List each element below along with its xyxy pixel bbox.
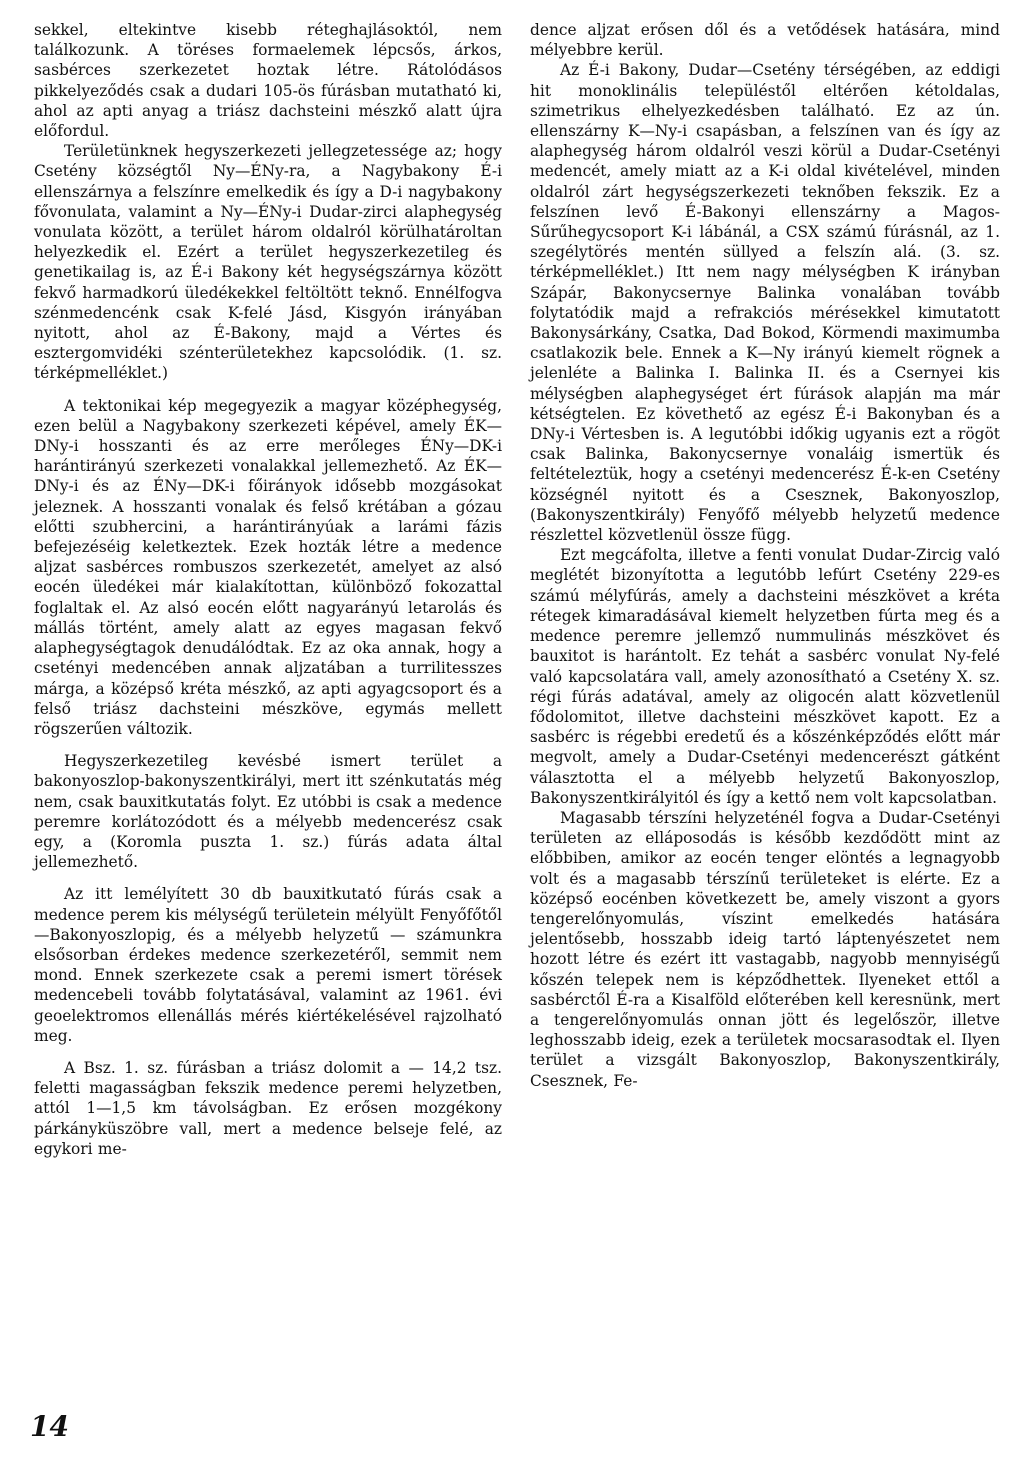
paragraph: Ezt megcáfolta, illetve a fenti vonulat Dudar-Zircig való meglétét bizonyította a legutóbb lefúrt Csetény 229-es számú mélyfúrás, amely a dachsteini mészkövet a kréta rétegek kimaradásával kiemelt helyzetben fúrta meg és a medence peremre jellemző nummulinás mészkövet és bauxitot is harántolt. Ez tehát a sasbérc vonulat Ny-felé való kapcsolatára vall, amely azonosítható a Csetény X. sz. régi fúrás adatával, amely az oligocén alatt közvetlenül fődolomitot, illetve dachsteini mészkövet kapott. Ez a sasbérc is régebbi eredetű és a kőszénképződés előtt már megvolt, amely a Dudar-Csetényi medencerészt gátként választotta el a mélyebb helyzetű Bakonyoszlop, Bakonyszentkirályitól és így a kettő nem volt kapcsolatban. — [530, 546, 1000, 807]
paragraph: Az É-i Bakony, Dudar—Csetény térségében, az eddigi hit monoklinális településtől eltérően kétoldalas, szimetrikus elhelyezkedésben található. Ez az ún. ellenszárny K—Ny-i csapásban, a felszínen van és így az alaphegység három oldalról veszi körül a Dudar-Csetényi medencét, amely miatt az a K-i oldal kivételével, minden oldalról zárt hegységszerkezeti teknőben fekszik. Ez a felszínen levő É-Bakonyi ellenszárny a Magos-Sűrűhegycsoport K-i lábánál, a CSX számú fúrásnál, az 1. szegélytörés mentén süllyed a felszín alá. (3. sz. térképmelléklet.) Itt nem nagy mélységben K irányban Szápár, Bakonycsernye Balinka vonalában tovább folytatódik majd a refrakciós mérésekkel kimutatott Bakonysárkány, Csatka, Dad Bokod, Körmendi maximumba csatlakozik bele. Ennek a K—Ny irányú kiemelt rögnek a jelenléte a Balinka I. Balinka II. és a Csernyei kis mélységben alaphegységet ért fúrások alapján ma már kétségtelen. Ez követhető az egész É-i Bakonyban és a DNy-i Vértesben is. A legutóbbi időkig ugyanis ezt a rögöt csak Balinka, Bakonycsernye vonaláig ismertük és feltételeztük, hogy a csetényi medencerész É-k-en Csetény községnél nyitott és a Csesznek, Bakonyoszlop, (Bakonyszentkirály) Fenyőfő mélyebb helyzetű medence részlettel közvetlenül össze függ. — [530, 61, 1000, 545]
paragraph: A Bsz. 1. sz. fúrásban a triász dolomit a — 14,2 tsz. feletti magasságban fekszik medence peremi helyzetben, attól 1—1,5 km távolságban. Ez erősen mozgékony párkányküszöbre vall, mert a medence belseje felé, az egykori me- — [34, 1058, 502, 1158]
paragraph: Területünknek hegyszerkezeti jellegzetessége az; hogy Csetény községtől Ny—ÉNy-ra, a Nagybakony É-i ellenszárnya a felszínre emelkedik és így a D-i nagybakony fővonulata, valamint a Ny—ÉNy-i Dudar-zirci alaphegység vonulata között, a terület három oldalról körülhatároltan helyezkedik el. Ezért a terület hegyszerkezetileg és genetikailag is, az É-i Bakony két hegységszárnya között fekvő harmadkorú üledékekkel feltöltött teknő. Ennélfogva szénmedencénk csak K-felé Jásd, Kisgyón irányában nyitott, ahol az É-Bakony, majd a Vértes és esztergomvidéki szénterületekhez kapcsolódik. (1. sz. térképmelléklet.) — [34, 142, 502, 383]
right-text-column — [530, 20, 1000, 1091]
paragraph: Magasabb térszíni helyzeténél fogva a Dudar-Csetényi területen az elláposodás is később kezdődött mint az előbbiben, amikor az eocén tenger elöntés a legnagyobb volt és a magasabb térszínű területeket is elérte. Ez a középső eocénben következett be, amely viszont a gyors tengerelőnyomulás, víszint emelkedés hatására jelentősebb, hosszabb ideig tartó láptenyészetet nem hozott létre és ezért itt vastagabb, nagyobb mennyiségű kőszén telepek nem is képződhettek. Ilyeneket ettől a sasbérctől É-ra a Kisalföld előterében kell keresnünk, mert a tengerelőnyomulás onnan jött és legelőször, illetve leghosszabb ideig, ezek a területek mocsarasodtak el. Ilyen terület a vizsgált Bakonyoszlop, Bakonyszentkirály, Csesznek, Fe- — [530, 808, 1000, 1090]
paragraph: dence aljzat erősen dől és a vetődések hatására, mind mélyebbre kerül. — [530, 21, 1000, 60]
left-text-column — [34, 20, 502, 1159]
paragraph: sekkel, eltekintve kisebb réteghajlásoktól, nem találkozunk. A töréses formaelemek lépcsős, árkos, sasbérces szerkezetet hoztak létre. Rátolódásos pikkelyeződés csak a dudari 105-ös fúrásban mutatható ki, ahol az apti anyag a triász dachsteini mészkő alatt újra előfordul. — [34, 21, 502, 141]
page-number: 14 — [30, 1410, 69, 1443]
paragraph: Hegyszerkezetileg kevésbé ismert terület a bakonyoszlop-bakonyszentkirályi, mert itt szénkutatás még nem, csak bauxitkutatás folyt. Ez utóbbi is csak a medence peremre korlátozódott és a mélyebb medencerész csak egy, a (Koromla puszta 1. sz.) fúrás adata által jellemezhető. — [34, 752, 502, 872]
paragraph: Az itt lemélyített 30 db bauxitkutató fúrás csak a medence perem kis mélységű területein mélyült Fenyőfőtől—Bakonyoszlopig, és a mélyebb helyzetű — számunkra elsősorban érdekes medence szerkezetéről, semmit nem mond. Ennek szerkezete csak a peremi ismert törések medencebeli tovább folytatásával, valamint az 1961. évi geoelektromos ellenállás mérés kiértékelésével rajzolható meg. — [34, 885, 502, 1045]
paragraph: A tektonikai kép megegyezik a magyar középhegység, ezen belül a Nagybakony szerkezeti képével, amely ÉK—DNy-i hosszanti és az erre merőleges ÉNy—DK-i harántirányú szerkezeti vonalakkal jellemezhető. Az ÉK—DNy-i és az ÉNy—DK-i főirányok idősebb mozgásokat jeleznek. A hosszanti vonalak és felső krétában a gózau előtti szubhercini, a harántirányúak a larámi fázis befejezéséig keletkeztek. Ezek hozták létre a medence aljzat sasbérces rombuszos szerkezetét, amelyet az alsó eocén üledékei már kialakítottan, különböző fokozattal foglaltak el. Az alsó eocén előtt nagyarányú letarolás és mállás történt, amely alatt az egyes magasan fekvő alaphegységtagok denudálódtak. Ez az oka annak, hogy a csetényi medencében annak aljzatában a turrilitesszes márga, a középső kréta mészkő, az apti agyagcsoport és a felső triász dachsteini mészköve, egymás mellett rögszerűen változik. — [34, 396, 502, 738]
